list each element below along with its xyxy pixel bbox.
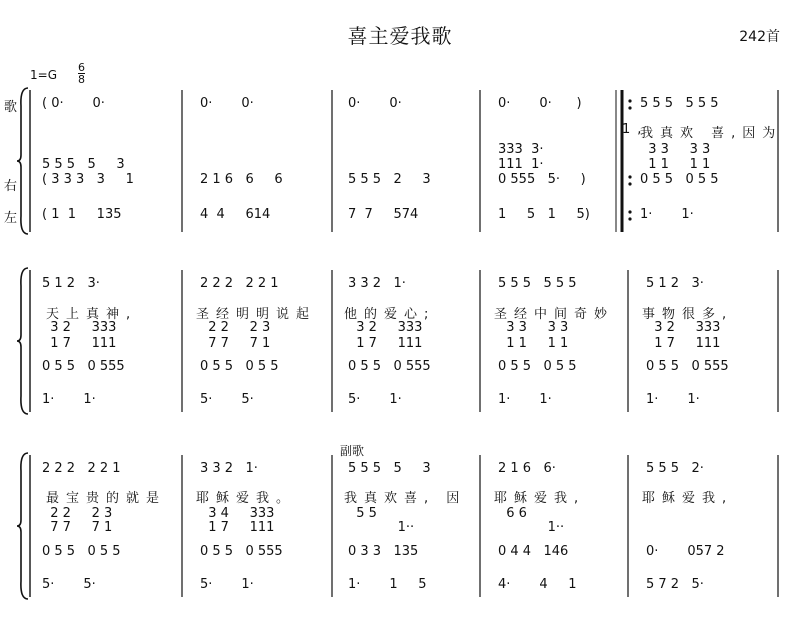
notation-r_main: 0 3 3 135: [348, 544, 419, 559]
lyric-line-2e: 事物很多,: [642, 307, 734, 322]
notation-left: 1· 1 5: [348, 577, 427, 592]
notation-left: 1· 1·: [498, 392, 552, 407]
notation-left: 5· 5·: [200, 392, 254, 407]
notation-left: 1· 1·: [42, 392, 96, 407]
notation-r_top1: 3 3 3 3: [640, 142, 711, 157]
notation-r_top2: 7 7 7 1: [42, 520, 113, 535]
notation-r_main: 0 5 5 0 555: [646, 359, 729, 374]
lyric-line-2c: 他的爱心;: [344, 307, 436, 322]
lyric-line-3d: 耶稣爱我,: [494, 491, 586, 506]
notation-r_top2: 1··: [348, 520, 415, 535]
notation-voice: 3 3 2 1·: [348, 276, 406, 291]
key-signature: 1=G: [30, 68, 57, 82]
page-title: 喜主爱我歌: [347, 24, 453, 48]
notation-voice: 5 5 5 5 5 5: [640, 96, 719, 111]
lyric-line-2a: 天上真神,: [46, 307, 138, 322]
part-label-voice: 歌: [4, 100, 18, 115]
notation-r_top2: 1 1 1 1: [498, 336, 569, 351]
notation-r_top1: 333 3·: [498, 142, 544, 157]
notation-r_top1: 3 2 333: [646, 320, 721, 335]
lyric-line-3c: 我真欢喜, 因: [344, 491, 467, 506]
notation-voice: 0· 0· ): [498, 96, 582, 111]
notation-r_main: 0· 057 2: [646, 544, 725, 559]
lyric-verse-mark: 1,: [622, 122, 649, 137]
notation-r_main: 0 5 5 0 5 5: [200, 359, 279, 374]
system-brace: [17, 88, 28, 234]
notation-r_top1: 3 2 333: [42, 320, 117, 335]
notation-r_main: 0 5 5 0 555: [200, 544, 283, 559]
notation-voice: 5 5 5 5 3: [348, 461, 431, 476]
notation-voice: 5 5 5 2·: [646, 461, 704, 476]
notation-voice: 5 1 2 3·: [646, 276, 704, 291]
notation-r_top2: 1 7 111: [348, 336, 423, 351]
repeat-dot: [628, 217, 631, 220]
hymn-number: 242首: [739, 29, 780, 45]
notation-r_main: 0 5 5 0 5 5: [498, 359, 577, 374]
notation-voice: 2 2 2 2 2 1: [42, 461, 121, 476]
notation-r_main: 2 1 6 6 6: [200, 172, 283, 187]
notation-r_main: 0 5 5 0 555: [348, 359, 431, 374]
notation-left: 5· 1·: [200, 577, 254, 592]
notation-left: 4 4 614: [200, 207, 271, 222]
notation-voice: 2 2 2 2 2 1: [200, 276, 279, 291]
notation-r_main: 5 5 5 2 3: [348, 172, 431, 187]
lyric-line-2b: 圣经明明说起: [196, 307, 317, 322]
notation-r_main: ( 3 3 3 3 1: [42, 172, 134, 187]
notation-r_top1: 2 2 2 3: [200, 320, 271, 335]
lyric-line-3e: 耶稣爱我,: [642, 491, 734, 506]
notation-r_main: 0 5 5 0 5 5: [640, 172, 719, 187]
notation-voice: 0· 0·: [348, 96, 402, 111]
notation-r_top1: 3 2 333: [348, 320, 423, 335]
notation-r_top2: 111 1·: [498, 157, 544, 172]
part-label-left: 左: [4, 211, 18, 226]
repeat-dot: [628, 99, 631, 102]
notation-r_main: 0 4 4 146: [498, 544, 569, 559]
notation-voice: 2 1 6 6·: [498, 461, 556, 476]
repeat-dot: [628, 106, 631, 109]
lyric-line-3b: 耶稣爱我。: [196, 491, 297, 506]
notation-left: 4· 4 1: [498, 577, 577, 592]
notation-r_main: 0 5 5 0 5 5: [42, 544, 121, 559]
meter-top: 6: [78, 61, 85, 74]
lyric-line-3a: 最宝贵的就是: [46, 491, 167, 506]
notation-r_main: 0 5 5 0 555: [42, 359, 125, 374]
notation-voice: 3 3 2 1·: [200, 461, 258, 476]
notation-r_top2: 5 5 5 5 3: [42, 157, 125, 172]
part-label-right: 右: [4, 179, 18, 194]
notation-r_top1: 5 5: [348, 506, 377, 521]
notation-left: 1 5 1 5): [498, 207, 590, 222]
notation-left: 7 7 574: [348, 207, 419, 222]
notation-left: 5· 1·: [348, 392, 402, 407]
notation-left: 5· 5·: [42, 577, 96, 592]
repeat-dot: [628, 210, 631, 213]
notation-r_top2: 1 7 111: [646, 336, 721, 351]
notation-r_top1: 3 4 333: [200, 506, 275, 521]
notation-r_top2: 1··: [498, 520, 565, 535]
notation-r_top1: 3 3 3 3: [498, 320, 569, 335]
lyric-line-2d: 圣经中间奇妙: [494, 307, 615, 322]
repeat-dot: [628, 182, 631, 185]
system-brace: [17, 453, 28, 599]
notation-left: 1· 1·: [646, 392, 700, 407]
lyric-line-1: 我真欢 喜,因为: [640, 126, 783, 141]
notation-left: ( 1 1 135: [42, 207, 122, 222]
notation-r_top1: 2 2 2 3: [42, 506, 113, 521]
repeat-dot: [628, 175, 631, 178]
notation-r_top2: 1 1 1 1: [640, 157, 711, 172]
notation-voice: 0· 0·: [200, 96, 254, 111]
notation-r_main: 0 555 5· ): [498, 172, 586, 187]
section-label-chorus: 副歌: [340, 444, 365, 458]
notation-voice: ( 0· 0·: [42, 96, 105, 111]
notation-voice: 5 5 5 5 5 5: [498, 276, 577, 291]
notation-r_top2: 1 7 111: [200, 520, 275, 535]
notation-left: 1· 1·: [640, 207, 694, 222]
notation-r_top2: 7 7 7 1: [200, 336, 271, 351]
meter-bottom: 8: [78, 73, 85, 86]
system-brace: [17, 268, 28, 414]
notation-r_top1: 6 6: [498, 506, 527, 521]
notation-voice: 5 1 2 3·: [42, 276, 100, 291]
notation-left: 5 7 2 5·: [646, 577, 704, 592]
notation-r_top2: 1 7 111: [42, 336, 117, 351]
